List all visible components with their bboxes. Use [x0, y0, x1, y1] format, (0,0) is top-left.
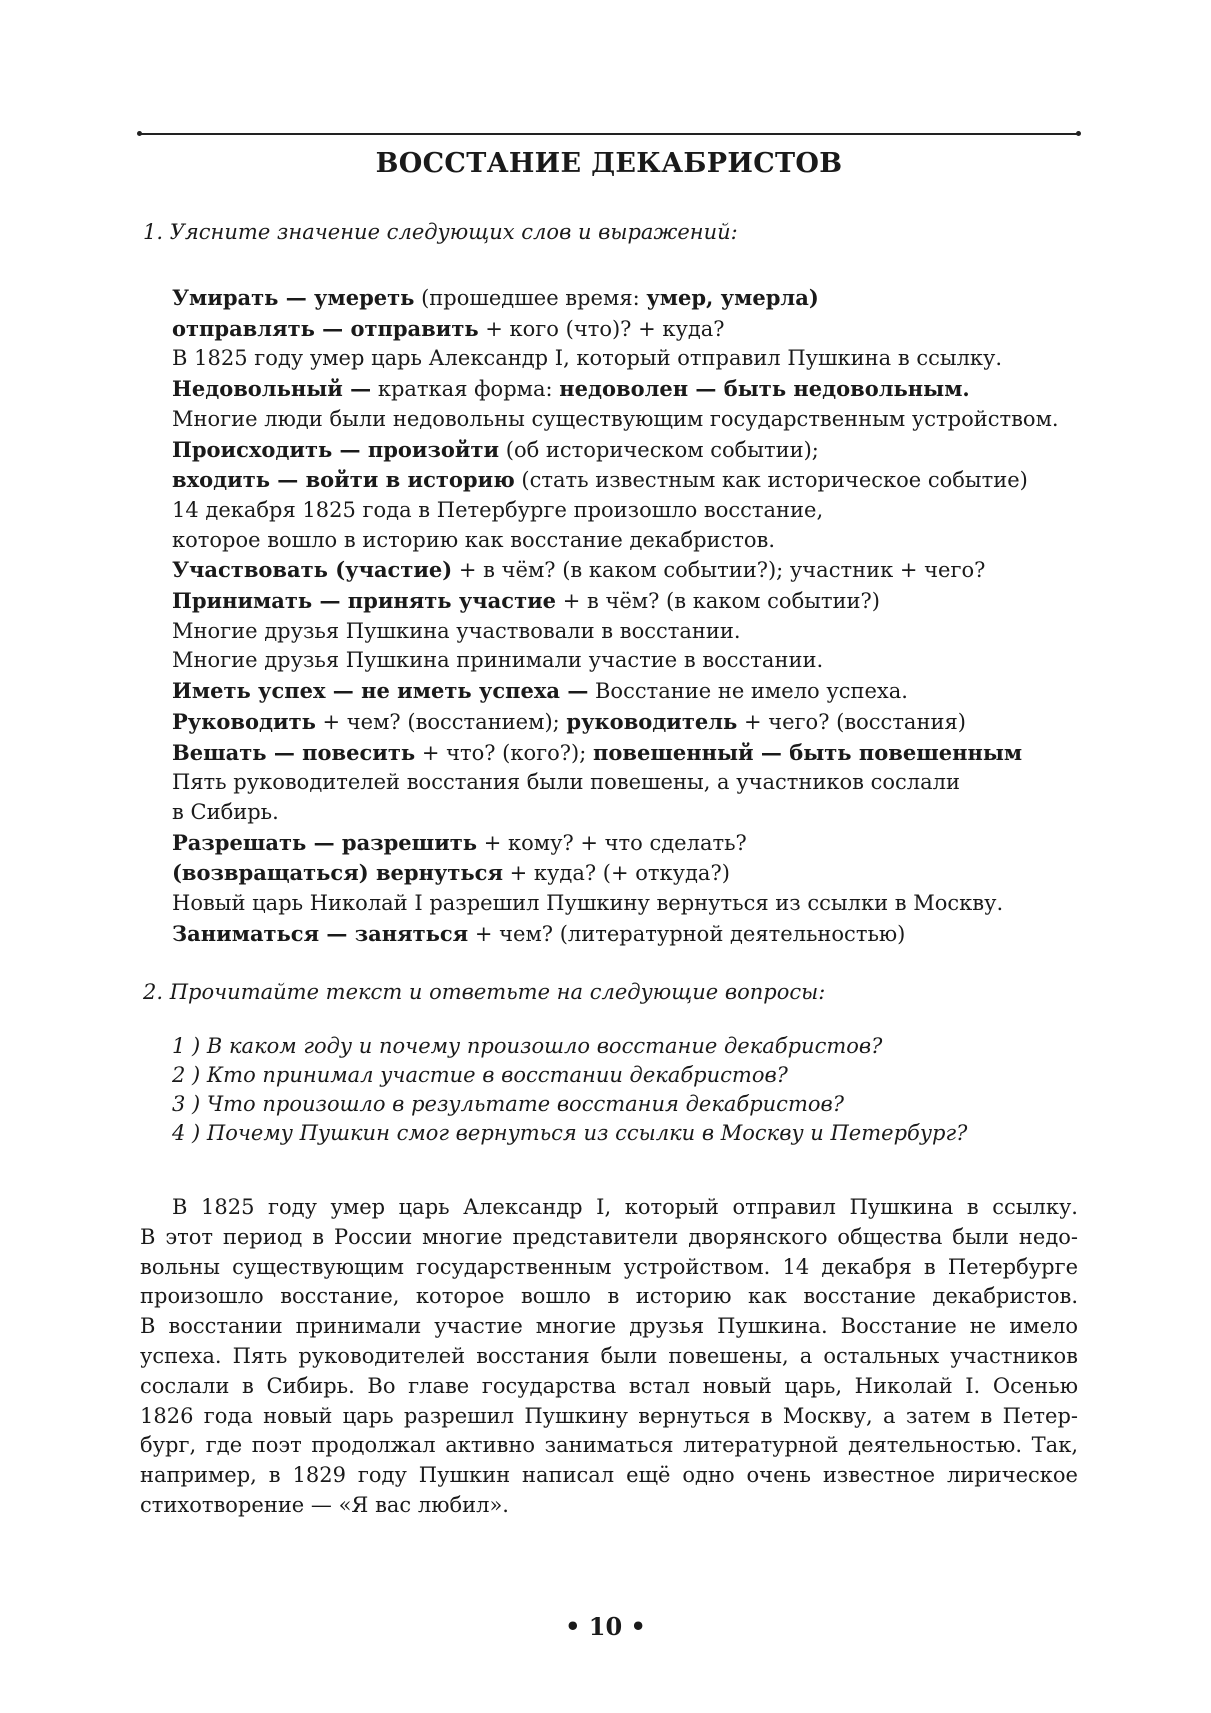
vocab-term: Вешать — повесить	[172, 739, 416, 765]
question-item: 4 ) Почему Пушкин смог вернуться из ссылки в Москву и Петербург?	[172, 1121, 968, 1145]
top-rule	[140, 133, 1078, 135]
vocab-text: + куда? (+ откуда?)	[502, 861, 730, 886]
vocab-line	[172, 676, 1092, 707]
vocab-text: Многие друзья Пушкина принимали участие в восстании.	[172, 648, 824, 673]
vocab-term: недоволен — быть недовольным.	[559, 376, 970, 402]
vocab-text: (стать известным как историческое событие)	[514, 468, 1028, 493]
vocab-term: входить — войти в историю	[172, 467, 515, 493]
vocab-text: (об историческом событии);	[499, 437, 819, 462]
vocab-text: + чего? (восстания)	[737, 709, 966, 734]
vocab-term: Иметь успех — не иметь успеха —	[172, 678, 589, 704]
vocabulary-list	[172, 283, 1092, 949]
passage-line: сослали в Сибирь. Во главе государства встал новый царь, Николай I. Осенью	[140, 1373, 1078, 1398]
vocab-term: Недовольный —	[172, 376, 372, 402]
vocab-line	[172, 496, 1092, 526]
vocab-text: Пять руководителей восстания были повешены, а участников сослали	[172, 770, 961, 795]
vocab-line	[172, 435, 1092, 466]
question-item: 1 ) В каком году и почему произошло восстание декабристов?	[172, 1034, 883, 1058]
passage-line: стихотворение — «Я вас любил».	[140, 1492, 509, 1517]
vocab-term: Участвовать (участие)	[172, 557, 453, 583]
vocab-text: + кому? + что сделать?	[477, 830, 747, 855]
vocab-line	[172, 617, 1092, 647]
vocab-text: краткая форма:	[371, 377, 560, 402]
vocab-text: Многие люди были недовольны существующим государственным устройством.	[172, 406, 1059, 431]
vocab-text: + чем? (литературной деятельностью)	[468, 921, 906, 946]
passage-line: В этот период в России многие представители дворянского общества были недо-	[140, 1224, 1078, 1249]
vocab-term: Происходить — произойти	[172, 436, 500, 462]
vocab-term: Принимать — принять участие	[172, 588, 557, 614]
vocab-text: + в чём? (в каком событии?); участник + чего?	[452, 558, 986, 583]
vocab-term: Умирать — умереть	[172, 285, 415, 310]
vocab-line	[172, 586, 1092, 617]
vocab-line	[172, 405, 1092, 435]
passage-line: успеха. Пять руководителей восстания были повешены, а остальных участников	[140, 1343, 1078, 1368]
vocab-line	[172, 828, 1092, 859]
passage-line: вольны существующим государственным устройством. 14 декабря в Петербурге	[140, 1254, 1078, 1279]
vocab-line	[172, 374, 1092, 405]
reading-passage	[140, 1193, 1078, 1521]
vocab-line	[172, 526, 1092, 556]
task-2-heading: 2. Прочитайте текст и ответьте на следующие вопросы:	[143, 980, 826, 1004]
vocab-text: Новый царь Николай I разрешил Пушкину вернуться из ссылки в Москву.	[172, 891, 1004, 916]
vocab-text: + что? (кого?);	[415, 740, 593, 765]
passage-line: В 1825 году умер царь Александр I, который отправил Пушкина в ссылку.	[172, 1195, 1078, 1219]
passage-line: бург, где поэт продолжал активно заниматься литературной деятельностью. Так,	[140, 1433, 1078, 1458]
passage-line: произошло восстание, которое вошло в историю как восстание декабристов.	[140, 1284, 1078, 1309]
vocab-text: В 1825 году умер царь Александр I, который отправил Пушкина в ссылку.	[172, 346, 1003, 371]
vocab-text: в Сибирь.	[172, 799, 279, 824]
vocab-term: Руководить	[172, 708, 316, 734]
passage-line: 1826 года новый царь разрешил Пушкину вернуться в Москву, а затем в Петер-	[140, 1403, 1078, 1428]
vocab-text: + чем? (восстанием);	[315, 709, 567, 734]
vocab-term: умер, умерла)	[646, 285, 819, 310]
vocab-term: отправлять — отправить	[172, 315, 479, 341]
vocab-line	[172, 465, 1092, 496]
vocab-term: руководитель	[566, 708, 738, 734]
vocab-line	[172, 858, 1092, 889]
vocab-text: 14 декабря 1825 года в Петербурге произошло восстание,	[172, 497, 824, 522]
vocab-text: (прошедшее время:	[414, 286, 647, 310]
vocab-line	[172, 889, 1092, 919]
vocab-term: (возвращаться) вернуться	[172, 860, 503, 886]
vocab-line	[172, 344, 1092, 374]
vocab-line	[172, 768, 1092, 798]
vocab-text: Восстание не имело успеха.	[588, 679, 908, 704]
vocab-line	[172, 707, 1092, 738]
question-list	[172, 1032, 1072, 1148]
page-number: • 10 •	[565, 1612, 646, 1641]
vocab-line	[172, 738, 1092, 769]
vocab-line	[172, 646, 1092, 676]
vocab-term: Разрешать — разрешить	[172, 829, 478, 855]
vocab-text: которое вошло в историю как восстание декабристов.	[172, 527, 776, 552]
vocab-text: + кого (что)? + куда?	[478, 316, 725, 341]
vocab-term: Заниматься — заняться	[172, 920, 469, 946]
passage-line: В восстании принимали участие многие друзья Пушкина. Восстание не имело	[140, 1314, 1078, 1339]
task-1-heading: 1. Уясните значение следующих слов и выражений:	[143, 220, 738, 244]
passage-line: например, в 1829 году Пушкин написал ещё одно очень известное лирическое	[140, 1463, 1078, 1488]
vocab-text: Многие друзья Пушкина участвовали в восстании.	[172, 618, 741, 643]
vocab-line	[172, 314, 1092, 345]
vocab-term: повешенный — быть повешенным	[592, 739, 1023, 765]
vocab-line	[172, 798, 1092, 828]
page-title: ВОССТАНИЕ ДЕКАБРИСТОВ	[375, 148, 843, 179]
question-item: 2 ) Кто принимал участие в восстании декабристов?	[172, 1063, 788, 1087]
vocab-line	[172, 283, 1092, 314]
vocab-line	[172, 919, 1092, 950]
question-item: 3 ) Что произошло в результате восстания декабристов?	[172, 1092, 844, 1116]
vocab-text: + в чём? (в каком событии?)	[556, 589, 880, 614]
vocab-line	[172, 555, 1092, 586]
